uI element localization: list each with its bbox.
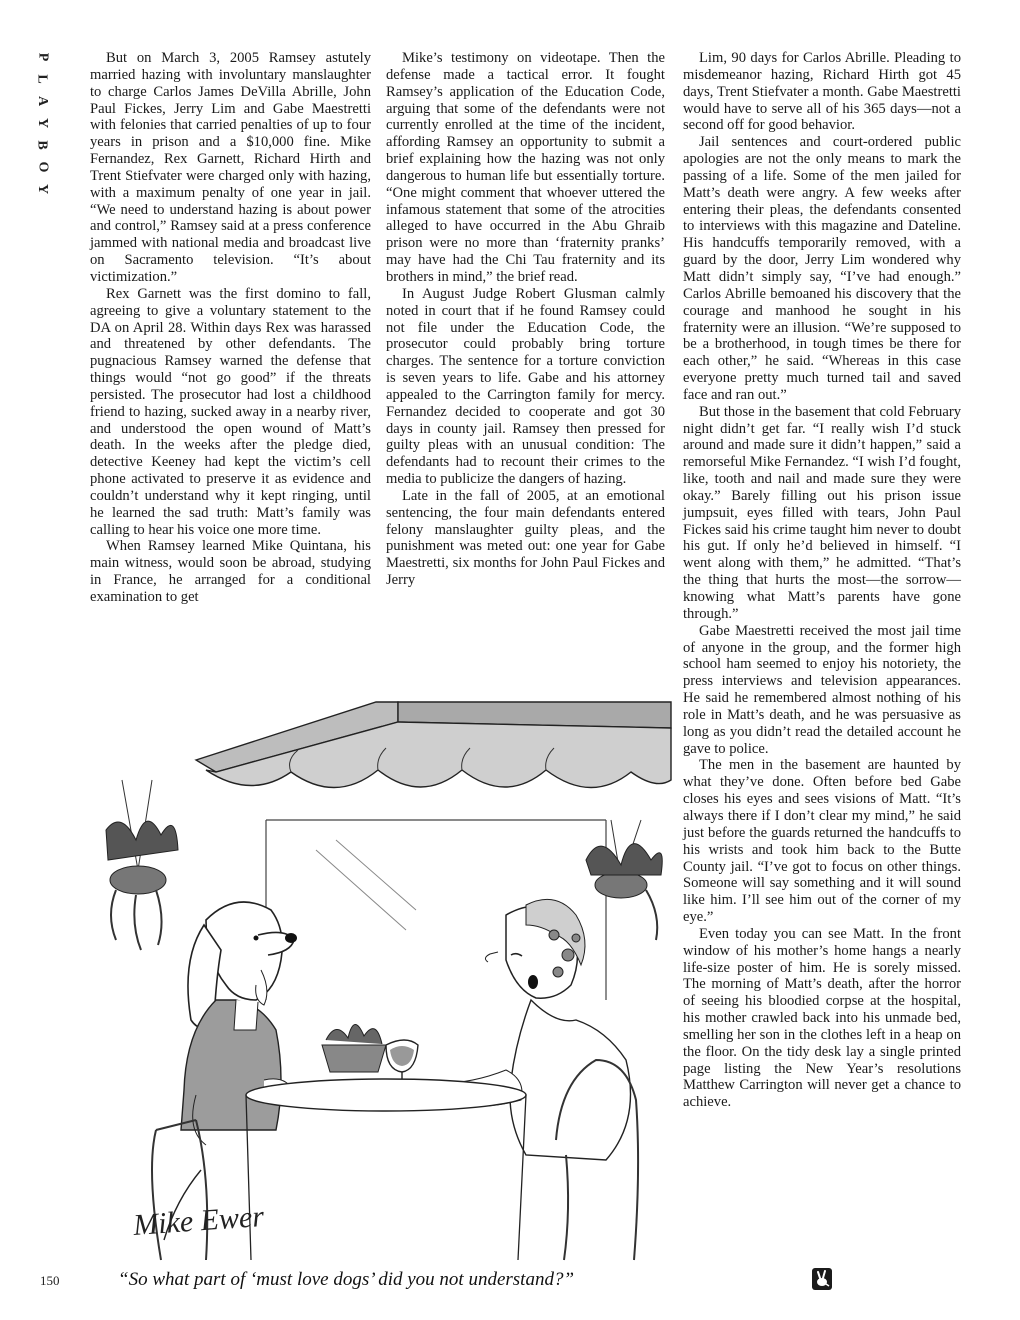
- article-paragraph: The men in the basement are haunted by what they’ve done. Often before bed Gabe closes his eyes and sees visions of Matt. “It’s always there if I don’t clear my mind,” he said just before the guards returned the handcuffs to his wrists and took him back to the Butte County jail. “I’ve got to focus on other things. Someone will say something and it will sound like him. I’ll see him out of the corner of my eye.”: [683, 757, 961, 926]
- article-paragraph: Gabe Maestretti received the most jail time of anyone in the group, and the former high school ham seemed to enjoy his notoriety, the press interviews and television appearances. He said he remembered almost nothing of his role in Matt’s death, and he was persuasive as long as you didn’t read the detailed account he gave to police.: [683, 622, 961, 757]
- hanging-plant-right: [586, 820, 662, 940]
- page-number: 150: [40, 1273, 60, 1288]
- masthead-letter: A: [35, 95, 50, 107]
- article-paragraph: Even today you can see Matt. In the front window of his mother’s home hangs a nearly life-size poster of him. He is sorely missed. The morning of Matt’s death, after the horror of seeing his bloodied corpse at the hospital, his mother crawled back into his unmade bed, smelling her son in the clothes left in a heap on the floor. On the tidy desk lay a single printed page listing the New Year’s resolutions Matthew Carrington will never get a chance to achieve.: [683, 925, 961, 1111]
- hanging-plant-left: [106, 780, 178, 950]
- cartoon-caption: “So what part of ‘must love dogs’ did you not understand?”: [118, 1269, 575, 1290]
- article-paragraph: Late in the fall of 2005, at an emotional sentencing, the four main defendants entered felony manslaughter guilty pleas, and the punishment was meted out: one year for Gabe Maestretti, six months for John Paul Fickes and Jerry: [386, 487, 665, 589]
- article-paragraph: Lim, 90 days for Carlos Abrille. Pleading to misdemeanor hazing, Richard Hirth got 45 days, Trent Stiefvater a month. Gabe Maestretti would have to serve all of his 365 days—not a second off for good behavior.: [683, 50, 961, 134]
- masthead-letter: O: [34, 161, 50, 173]
- article-paragraph: But on March 3, 2005 Ramsey astutely married hazing with involuntary manslaughter to charge Carlos James DeVilla Abrille, John Paul Fickes, Jerry Lim and Gabe Maestretti with felonies that carried penalties of up to four years in prison and a $10,000 fine. Mike Fernandez, Rex Garnett, Richard Hirth and Trent Stiefvater were charged only with hazing, with a maximum penalty of one year in jail. “We need to understand hazing is about power and control,” Ramsey said at a press conference jammed with national media and broadcast live on Sacramento television. “It’s about victimization.”: [90, 50, 371, 285]
- dog-character: [181, 902, 297, 1145]
- masthead-letter: Y: [35, 117, 50, 129]
- masthead-letter: P: [35, 52, 50, 62]
- masthead-letter: L: [35, 74, 50, 84]
- article-paragraph: Mike’s testimony on videotape. Then the defense made a tactical error. It fought Ramsey’s application of the Education Code, arguing that some of the defendants were not currently enrolled at the time of the incident, affording Ramsey an opportunity to submit a brief explaining how the hazing was not only dangerous to human life but essentially torture. “One might comment that whoever uttered the infamous statement that some of the atrocities alleged to have occurred in the Abu Ghraib prison were no more than ‘fraternity pranks’ may have had the Chi Tau fraternity and its brothers in mind,” the brief read.: [386, 50, 665, 285]
- article-column-1: [90, 50, 371, 606]
- artist-signature: Mike Ewer: [132, 1199, 265, 1242]
- article-paragraph: In August Judge Robert Glusman calmly noted in court that if he found Ramsey could not file under the Education Code, the prosecutor could probably bring torture charges. The sentence for a torture conviction is seven years to life. Gabe and his attorney appealed to the Carrington family for mercy. Fernandez decided to cooperate and got 30 days in county jail. Ramsey then pressed for guilty pleas with an unusual condition: The defendants had to recount their crimes to the media to publicize the dangers of hazing.: [386, 285, 665, 488]
- article-column-2: [386, 50, 665, 589]
- awning: [196, 702, 671, 788]
- rabbit-head-end-mark-icon: [812, 1268, 832, 1290]
- article-column-3: [683, 50, 961, 1111]
- article-paragraph: Jail sentences and court-ordered public apologies are not the only means to mark the passing of a life. Some of the men jailed for Matt’s death were angry. A few weeks after entering their pleas, the defendants consented to interviews with this magazine and Dateline. His handcuffs temporarily removed, with a guard by the door, Jerry Lim wondered why Matt didn’t simply say, “I’ve had enough.” Carlos Abrille bemoaned his discovery that the courage and manhood he sought in his fraternity were an illusion. “We’re supposed to be a brotherhood, in tough times be there for each other,” he said. “Whereas in this case everyone pretty much turned tail and saved face and ran out.”: [683, 134, 961, 403]
- masthead-letter: B: [35, 140, 50, 150]
- woman-character: [386, 899, 631, 1160]
- playboy-masthead: [28, 46, 48, 200]
- article-paragraph: When Ramsey learned Mike Quintana, his main witness, would soon be abroad, studying in France, he arranged for a conditional examination to get: [90, 538, 371, 605]
- cartoon-illustration: [86, 700, 676, 1272]
- table: [246, 1024, 526, 1260]
- masthead-letter: Y: [35, 183, 50, 195]
- article-paragraph: Rex Garnett was the first domino to fall, agreeing to give a voluntary statement to the DA on April 28. Within days Rex was harassed and threatened by other defendants. The pugnacious Ramsey warned the defense that things would “not go good” if the threats persisted. The prosecutor had lost a childhood friend to hazing, sucked away in a nearby river, and understood the open wound of Matt’s death. In the weeks after the pledge died, detective Keeney had kept the victim’s cell phone activated to preserve it as evidence and couldn’t understand why it kept ringing, until he learned the sad truth: Matt’s family was calling to hear his voice one more time.: [90, 285, 371, 538]
- article-paragraph: But those in the basement that cold February night didn’t get far. “I really wish I’d stuck around and made sure it didn’t happen,” said a remorseful Mike Fernandez. “I wish I’d fought, like, tooth and nail and made sure they were okay.” Barely filling out his prison issue jumpsuit, eyes filled with tears, John Paul Fickes said his crime taught him never to doubt his gut. If only he’d believed in himself. “I went along with them,” he admitted. “That’s the thing that hurts the most—the sorrow—knowing what Matt’s parents have gone through.”: [683, 403, 962, 622]
